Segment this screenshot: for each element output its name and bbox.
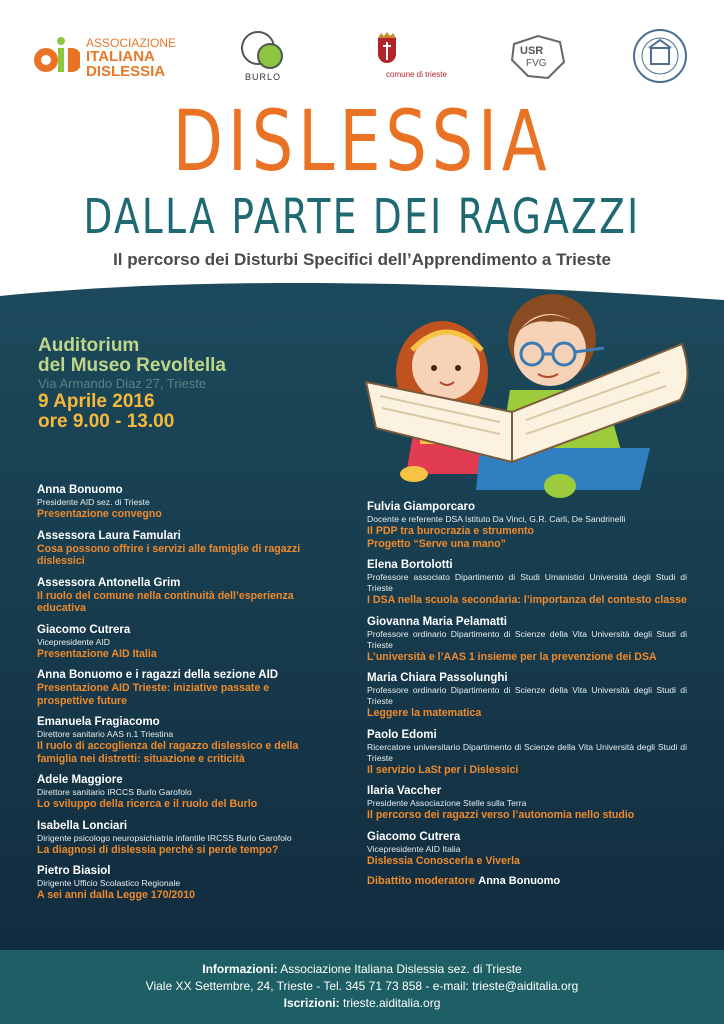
program-item [37, 715, 327, 765]
secondary-title: DALLA PARTE DEI RAGAZZI [83, 189, 641, 245]
program-item [37, 773, 327, 811]
speaker-name: Ilaria Vaccher [367, 785, 442, 797]
venue-address: Via Armando Diaz 27, Trieste [38, 376, 207, 391]
program-item [367, 500, 687, 550]
talk-topic: A sei anni dalla Legge 170/2010 [37, 889, 196, 901]
usr-logo [508, 32, 568, 82]
footer-address: Viale XX Settembre, 24, Trieste - Tel. 345 71 73 858 - e-mail: trieste@aiditalia.org [145, 979, 579, 993]
speaker-name: Assessora Antonella Grim [37, 576, 181, 589]
university-seal-logo-icon [632, 28, 688, 84]
speaker-name: Adele Maggiore [37, 774, 123, 786]
program-item [37, 819, 327, 857]
speaker-role: Presidente AID sez. di Trieste [37, 497, 150, 507]
talk-topic: La diagnosi di dislessia perché si perde tempo? [37, 843, 279, 856]
talk-topic: Presentazione convegno [37, 508, 162, 520]
children-reading-book-illustration-icon [360, 278, 700, 508]
moderator-name: Anna Bonuomo [478, 875, 561, 887]
speaker-role: Dirigente psicologo neuropsichiatria infantile IRCSS Burlo Garofolo [37, 832, 292, 843]
program-item [367, 784, 687, 822]
university-logo [632, 28, 688, 84]
moderator-label: Dibattito moderatore [367, 875, 476, 887]
program-right-column [367, 500, 687, 887]
speaker-name: Pietro Biasiol [37, 865, 111, 877]
talk-topic: Il percorso dei ragazzi verso l’autonomia nello studio [367, 809, 635, 821]
tagline: Il percorso dei Disturbi Specifici dell’Apprendimento a Trieste [113, 250, 611, 269]
program-item [367, 728, 687, 777]
speaker-name: Anna Bonuomo [37, 484, 123, 496]
speaker-role: Professore associato Dipartimento di Studi Umanistici Università degli Studi di Trieste [367, 572, 687, 593]
footer-signup-label: Iscrizioni: [283, 996, 340, 1010]
program-item [37, 864, 327, 902]
trieste-crest-logo-icon [372, 30, 452, 70]
footer-signup-text: trieste.aiditalia.org [342, 996, 441, 1010]
talk-topic: Leggere la matematica [367, 707, 482, 719]
talk-topic: Il servizio LaSt per i Dislessici [367, 763, 519, 776]
footer-info-text: Associazione Italiana Dislessia sez. di Trieste [280, 962, 522, 976]
talk-topic: Cosa possono offrire i servizi alle famiglie di ragazzi dislessici [37, 542, 301, 567]
speaker-name: Isabella Lonciari [37, 819, 128, 832]
event-date: 9 Aprile 2016 [38, 391, 155, 412]
talk-topic: Il ruolo di accoglienza del ragazzo dislessico e della famiglia nei distretti: situazione e criticità [37, 740, 299, 765]
speaker-role: Vicepresidente AID Italia [367, 843, 461, 854]
talk-topic: Lo sviluppo della ricerca e il ruolo del Burlo [37, 798, 258, 810]
speaker-name: Emanuela Fragiacomo [37, 716, 160, 728]
talk-topic: Dislessia Conoscerla e Viverla [367, 854, 520, 867]
burlo-logo-label: BURLO [244, 72, 281, 82]
trieste-logo [372, 30, 452, 82]
aid-logo-line2: ITALIANA [86, 48, 155, 65]
speaker-name: Assessora Laura Famulari [37, 529, 181, 542]
speaker-role: Vicepresidente AID [37, 636, 110, 647]
speaker-name: Paolo Edomi [367, 728, 437, 741]
talk-topic: Il PDP tra burocrazia e strumento [367, 525, 534, 537]
speaker-name: Giacomo Cutrera [367, 830, 461, 843]
talk-topic: L’università e l’AAS 1 insieme per la prevenzione dei DSA [367, 650, 657, 663]
program-item [37, 483, 327, 521]
venue-block [38, 336, 338, 432]
talk-topic: Presentazione AID Italia [37, 647, 157, 660]
speaker-name: Maria Chiara Passolunghi [367, 672, 508, 684]
event-time: ore 9.00 - 13.00 [38, 411, 175, 432]
footer-info-label: Informazioni: [202, 962, 278, 976]
usr-logo-line2: FVG [526, 58, 547, 69]
aid-logo [32, 30, 177, 80]
usr-fvg-map-logo-icon [508, 32, 568, 82]
speaker-name: Anna Bonuomo e i ragazzi della sezione AID [37, 669, 279, 681]
main-title: DISLESSIA [172, 92, 552, 190]
usr-logo-line1: USR [520, 45, 544, 57]
speaker-role: Ricercatore universitario Dipartimento di Scienze della Vita Università degli Studi di Trieste [367, 741, 687, 763]
speaker-name: Giovanna Maria Pelamatti [367, 615, 507, 628]
talk-topic: Presentazione AID Trieste: iniziative passate e prospettive future [37, 682, 270, 707]
talk-topic-secondary: Progetto “Serve una mano” [367, 537, 506, 550]
aid-logo-line3: DISLESSIA [86, 63, 166, 80]
speaker-name: Fulvia Giamporcaro [367, 501, 476, 513]
aid-logo-line1: ASSOCIAZIONE [86, 36, 177, 50]
aid-letters-logo-icon [32, 32, 80, 76]
moderator-line [367, 875, 687, 887]
program-left-column [37, 483, 327, 910]
program-item [37, 576, 327, 615]
speaker-name: Elena Bortolotti [367, 559, 453, 571]
footer [0, 950, 724, 1024]
venue-line2: del Museo Revoltella [38, 355, 226, 376]
speaker-role: Professore ordinario Dipartimento di Scienze della Vita Università degli Studi di Trieste [367, 685, 687, 706]
speaker-role: Presidente Associazione Stelle sulla Terra [367, 798, 527, 808]
venue-line1: Auditorium [38, 335, 140, 356]
speaker-role: Dirigente Ufficio Scolastico Regionale [37, 878, 181, 888]
talk-topic: I DSA nella scuola secondaria: l’importanza del contesto classe [367, 594, 687, 606]
program-item [367, 615, 687, 664]
talk-topic: Il ruolo del comune nella continuità dell’esperienza educativa [37, 589, 294, 614]
speaker-role: Direttore sanitario IRCCS Burlo Garofolo [37, 787, 192, 797]
program-item [367, 671, 687, 720]
program-item [37, 668, 327, 707]
speaker-role: Direttore sanitario AAS n.1 Triestina [37, 729, 174, 739]
burlo-circle-logo-icon [236, 30, 290, 70]
speaker-role: Docente e referente DSA Istituto Da Vinci, G.R. Carli, De Sandrinelli [367, 514, 626, 524]
program-item [367, 830, 687, 868]
speaker-role: Professore ordinario Dipartimento di Scienze della Vita Università degli Studi di Trieste [367, 628, 687, 650]
program-item [37, 529, 327, 568]
burlo-logo [236, 30, 290, 82]
speaker-name: Giacomo Cutrera [37, 623, 131, 636]
trieste-logo-label: comune di trieste [386, 70, 447, 79]
program-item [367, 558, 687, 607]
program-item [37, 623, 327, 661]
